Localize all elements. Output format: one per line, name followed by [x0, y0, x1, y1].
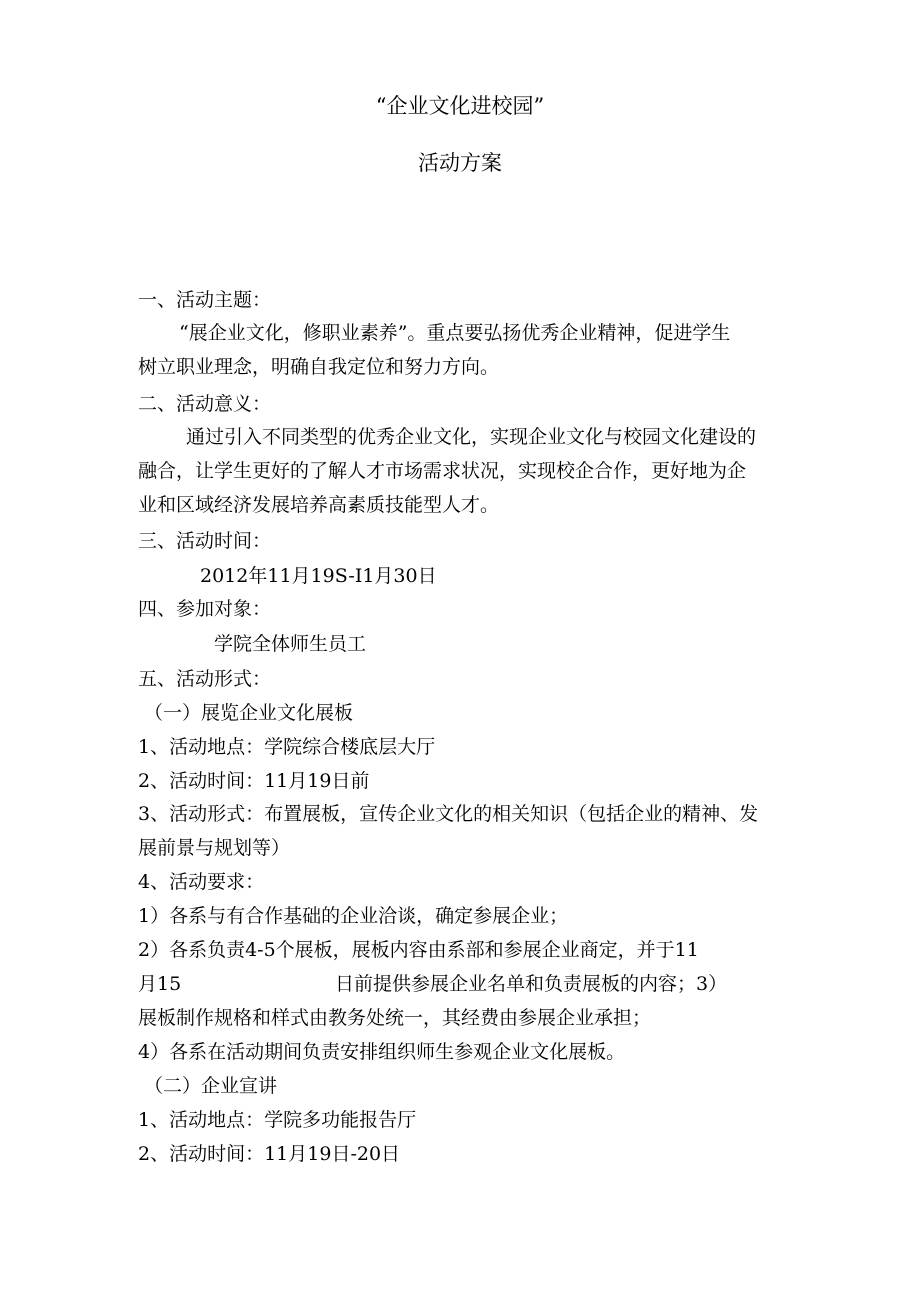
- paragraph-line: 2012年11月19S-I1月30日: [200, 565, 437, 587]
- list-item: 2）各系负责4-5个展板，展板内容由系部和参展企业商定，并于11: [138, 939, 699, 961]
- paragraph-line: 展前景与规划等）: [138, 837, 291, 859]
- document-title: “企业文化进校园”: [375, 94, 545, 118]
- list-item: 3、活动形式：布置展板，宣传企业文化的相关知识（包括企业的精神、发: [138, 803, 759, 825]
- list-item: 2、活动时间：11月19日-20日: [138, 1143, 401, 1165]
- list-item: 4）各系在活动期间负责安排组织师生参观企业文化展板。: [138, 1041, 626, 1063]
- list-item: 1、活动地点：学院综合楼底层大厅: [138, 736, 436, 758]
- paragraph-line: 日前提供参展企业名单和负责展板的内容；3）: [335, 973, 728, 995]
- subsection-heading-exhibition: （一）展览企业文化展板: [144, 702, 354, 724]
- paragraph-line: 展板制作规格和样式由教务处统一，其经费由参展企业承担；: [138, 1007, 652, 1029]
- section-heading-theme: 一、活动主题：: [138, 289, 272, 311]
- list-item: 1、活动地点：学院多功能报告厅: [138, 1109, 417, 1131]
- paragraph-line: 通过引入不同类型的优秀企业文化，实现企业文化与校园文化建设的: [186, 426, 757, 448]
- document-subtitle: 活动方案: [418, 151, 502, 175]
- paragraph-line: 业和区域经济发展培养高素质技能型人才。: [138, 494, 500, 516]
- paragraph-line: 月15: [138, 973, 182, 995]
- list-item: 2、活动时间：11月19日前: [138, 770, 370, 792]
- section-heading-participants: 四、参加对象：: [138, 598, 272, 620]
- section-heading-format: 五、活动形式：: [138, 668, 272, 690]
- paragraph-line: 树立职业理念，明确自我定位和努力方向。: [138, 356, 500, 378]
- list-item: 4、活动要求：: [138, 871, 265, 893]
- section-heading-time: 三、活动时间：: [138, 530, 272, 552]
- section-heading-significance: 二、活动意义：: [138, 393, 272, 415]
- paragraph-line: “展企业文化，修职业素养”。重点要弘扬优秀企业精神，促进学生: [179, 322, 731, 344]
- paragraph-line: 学院全体师生员工: [214, 633, 367, 655]
- list-item: 1）各系与有合作基础的企业洽谈，确定参展企业；: [138, 905, 569, 927]
- paragraph-line: 融合，让学生更好的了解人才市场需求状况，实现校企合作，更好地为企: [138, 460, 747, 482]
- subsection-heading-presentation: （二）企业宣讲: [144, 1075, 278, 1097]
